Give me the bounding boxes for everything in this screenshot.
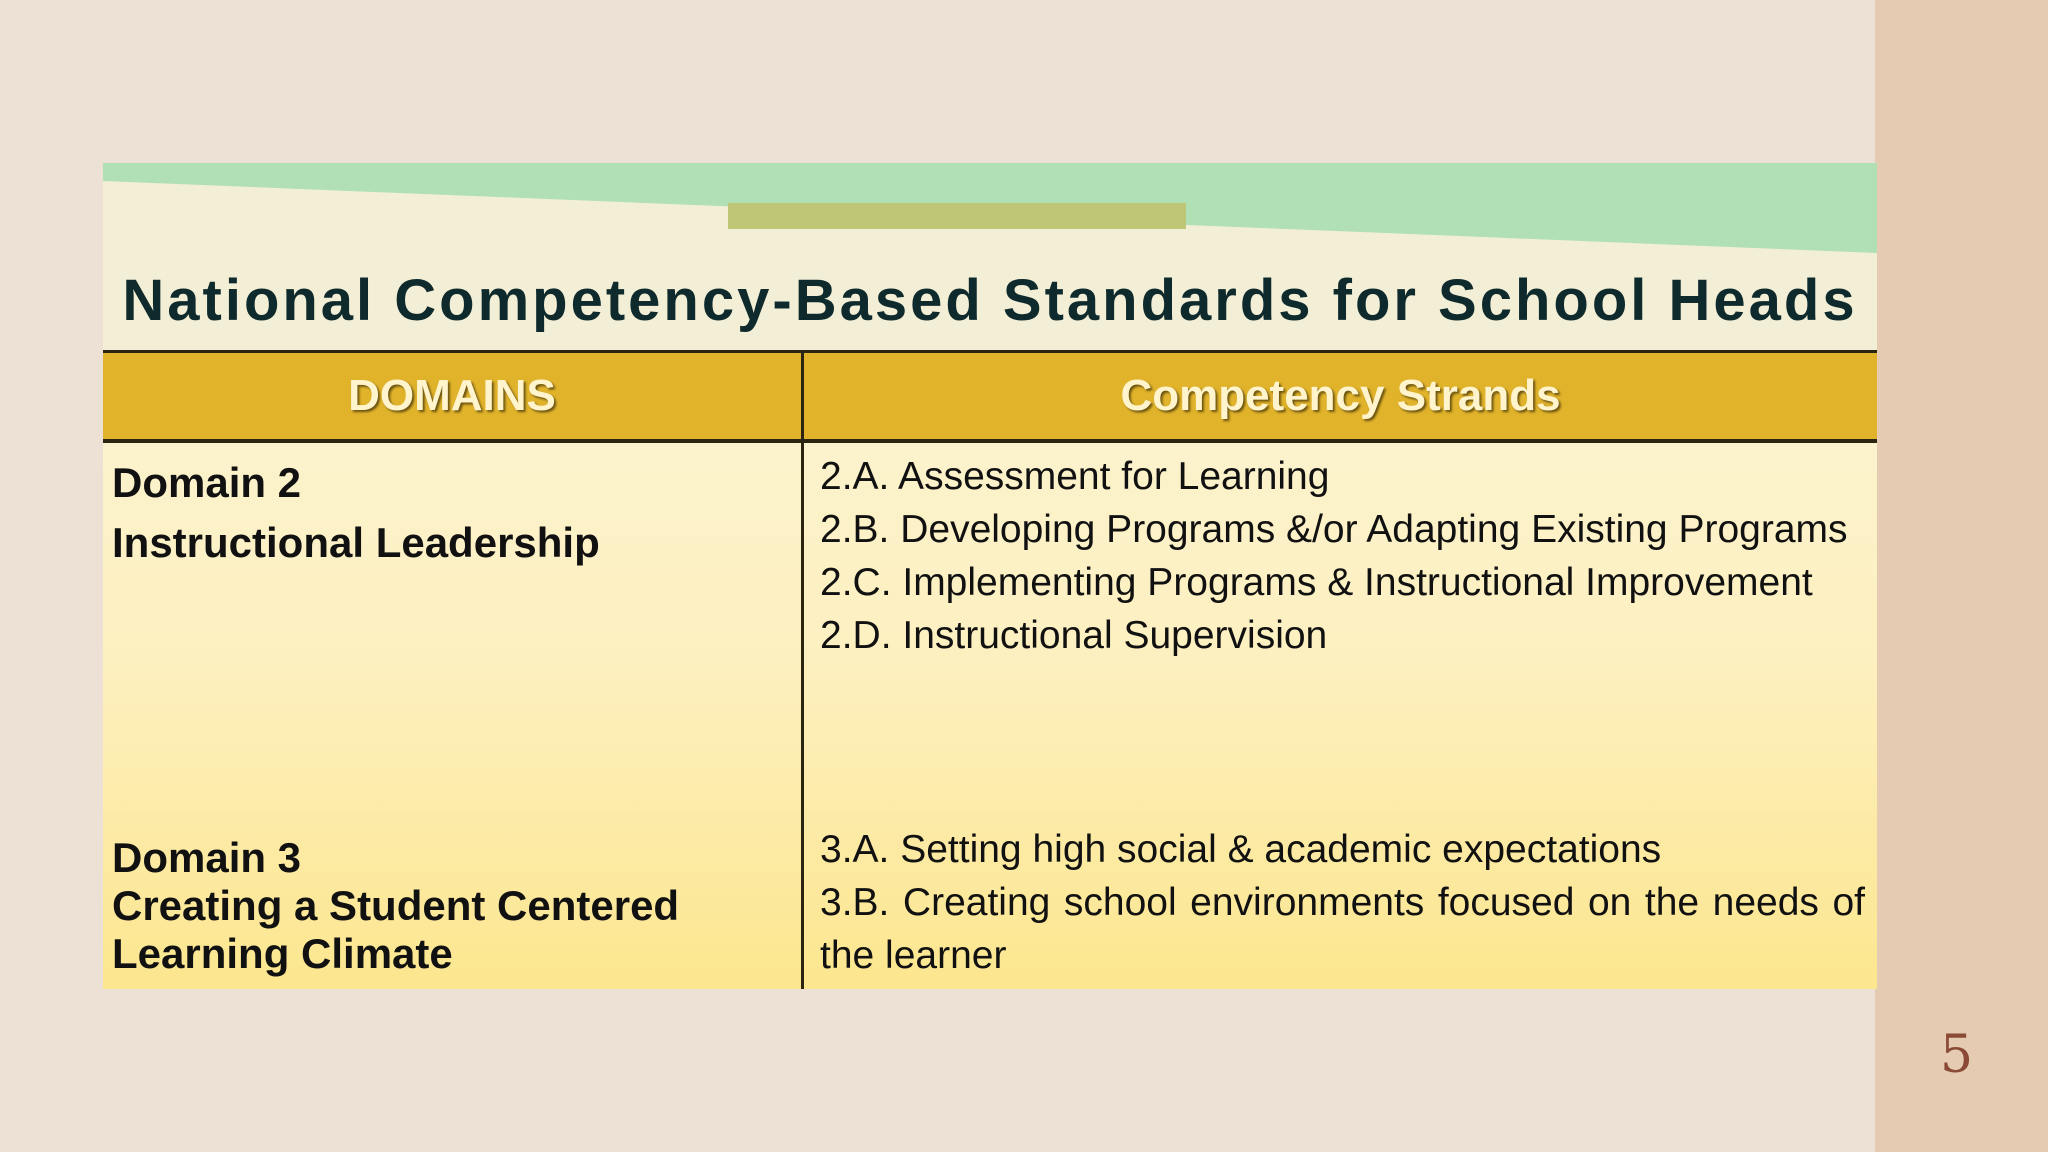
strands-domain-3: [820, 823, 1865, 982]
header-domains: DOMAINS: [348, 371, 556, 420]
domain-2: [112, 453, 600, 573]
strand-item: 2.B. Developing Programs &/or Adapting Existing Programs: [820, 508, 1848, 551]
side-panel: [1875, 0, 2048, 1152]
slide-title: National Competency-Based Standards for School Heads: [122, 268, 1858, 333]
strand-item: 3.A. Setting high social & academic expectations: [820, 828, 1662, 871]
domain-3: [112, 834, 802, 978]
strand-item: 2.C. Implementing Programs & Instructional Improvement: [820, 561, 1813, 604]
strand-item: 2.D. Instructional Supervision: [820, 614, 1328, 657]
domain-name: Creating a Student Centered Learning Climate: [112, 882, 680, 977]
strands-domain-2: [820, 450, 1865, 662]
hanging-sign: [728, 203, 1186, 229]
domain-number: Domain 3: [112, 834, 302, 881]
domain-number: Domain 2: [112, 459, 302, 506]
standards-image: [103, 163, 1877, 989]
strand-item: 3.B. Creating school environments focused on the needs of the learner: [820, 881, 1865, 977]
domain-name: Instructional Leadership: [112, 519, 600, 566]
strand-item: 2.A. Assessment for Learning: [820, 455, 1330, 498]
page-number: 5: [1940, 1025, 1974, 1085]
table-header: [103, 350, 1877, 443]
header-strands: Competency Strands: [1120, 371, 1561, 420]
